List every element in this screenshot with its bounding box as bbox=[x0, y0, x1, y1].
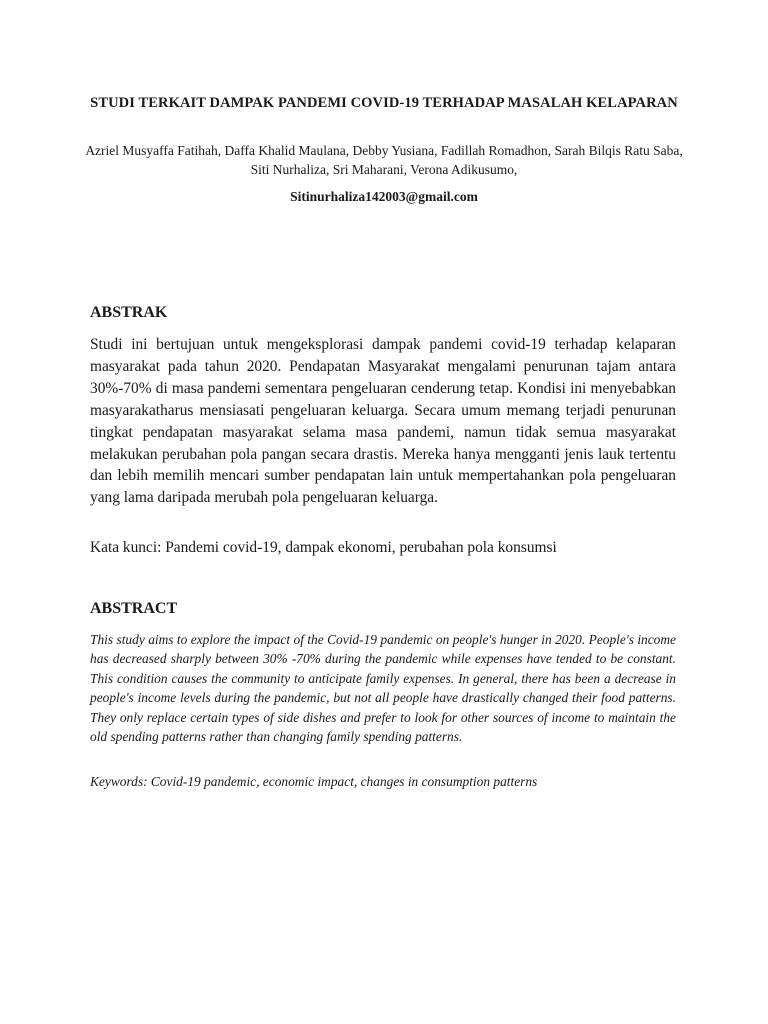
abstract-body: This study aims to explore the impact of the Covid-19 pandemic on people's hunger in 2020. People's income has decreased sharply between 30% -70% during the pandemic while expenses have tended to be constant. This condition causes the community to anticipate family expenses. In general, there has been a decrease in people's income levels during the pandemic, but not all people have drastically changed their food patterns. They only replace certain types of side dishes and prefer to look for other sources of income to maintain the old spending patterns rather than changing family spending patterns. bbox=[90, 632, 676, 745]
paper-title: STUDI TERKAIT DAMPAK PANDEMI COVID-19 TERHADAP MASALAH KELAPARAN bbox=[90, 95, 678, 111]
contact-email: Sitinurhaliza142003@gmail.com bbox=[290, 189, 478, 204]
abstrak-heading: ABSTRAK bbox=[90, 304, 168, 321]
keywords: Keywords: Covid-19 pandemic, economic impact, changes in consumption patterns bbox=[90, 774, 538, 789]
kata-kunci: Kata kunci: Pandemi covid-19, dampak ekonomi, perubahan pola konsumsi bbox=[90, 539, 557, 556]
abstract-heading: ABSTRACT bbox=[90, 600, 178, 617]
author-list: Azriel Musyaffa Fatihah, Daffa Khalid Maulana, Debby Yusiana, Fadillah Romadhon, Sarah Bilqis Ratu Saba, Siti Nurhaliza, Sri Maharani, Verona Adikusumo, bbox=[85, 143, 683, 177]
abstrak-body: Studi ini bertujuan untuk mengeksplorasi dampak pandemi covid-19 terhadap kelaparan masyarakat pada tahun 2020. Pendapatan Masyarakat mengalami penurunan tajam antara 30%-70% di masa pandemi sementara pengeluaran cenderung tetap. Kondisi ini menyebabkan masyarakatharus mensiasati pengeluaran keluarga. Secara umum memang terjadi penurunan tingkat pendapatan masyarakat selama masa pandemi, namun tidak semua masyarakat melakukan perubahan pola pangan secara drastis. Mereka hanya mengganti jenis lauk tertentu dan lebih memilih mencari sumber pendapatan lain untuk mempertahankan pola pengeluaran yang lama daripada merubah pola pengeluaran keluarga. bbox=[90, 336, 676, 507]
